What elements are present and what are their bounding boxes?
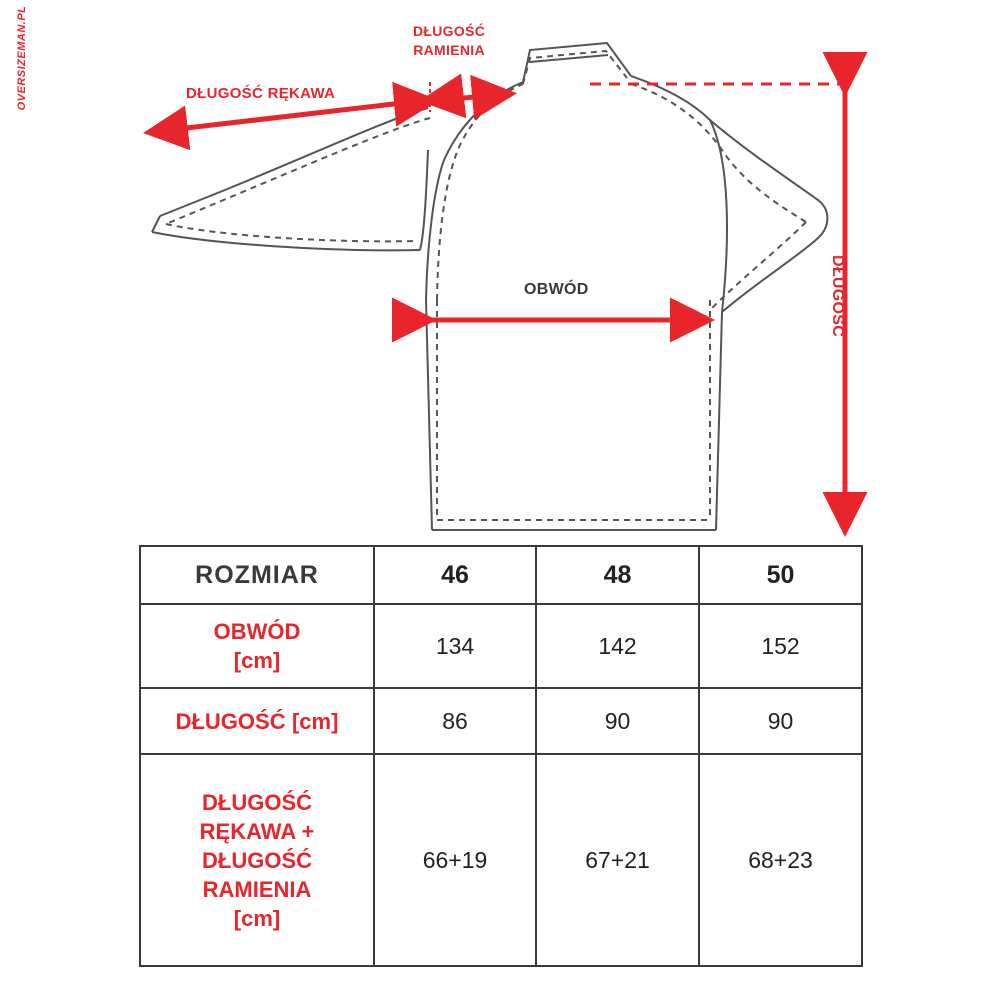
- table-header-row: [140, 546, 862, 604]
- row-unit-sleeve: [cm]: [233, 905, 281, 931]
- table-row-sleeve: [140, 754, 862, 966]
- cell-chest-46: 134: [374, 604, 536, 688]
- header-size-50: 50: [699, 546, 862, 604]
- cell-length-50: 90: [699, 688, 862, 754]
- cell-sleeve-50: 68+23: [699, 754, 862, 966]
- row-label-length: [140, 688, 374, 754]
- garment-outline: [152, 43, 827, 530]
- length-label: DŁUGOŚĆ: [829, 255, 846, 338]
- shoulder-length-label-line2: RAMIENIA: [413, 42, 485, 58]
- shoulder-length-label: [413, 22, 485, 60]
- cell-sleeve-48: 67+21: [536, 754, 699, 966]
- cell-length-48: 90: [536, 688, 699, 754]
- sleeve-length-arrow: [152, 100, 428, 132]
- watermark: OVERSIZEMAN.PL: [16, 5, 28, 111]
- header-size-label: ROZMIAR: [140, 546, 374, 604]
- header-size-46: 46: [374, 546, 536, 604]
- cell-sleeve-46: 66+19: [374, 754, 536, 966]
- row-label-length-text: DŁUGOŚĆ: [175, 708, 286, 734]
- row-label-chest: [140, 604, 374, 688]
- row-unit-chest: [cm]: [233, 648, 281, 673]
- row-label-sleeve: [140, 754, 374, 966]
- row-unit-length: [cm]: [291, 708, 339, 734]
- cell-chest-50: 152: [699, 604, 862, 688]
- row-label-sleeve-text: DŁUGOŚĆ RĘKAWA + DŁUGOŚĆ RAMIENIA: [199, 789, 315, 902]
- cell-length-46: 86: [374, 688, 536, 754]
- cell-chest-48: 142: [536, 604, 699, 688]
- header-size-48: 48: [536, 546, 699, 604]
- shoulder-length-label-line1: DŁUGOŚĆ: [413, 23, 486, 39]
- table-row-length: [140, 688, 862, 754]
- row-label-chest-text: OBWÓD: [213, 619, 301, 644]
- shoulder-length-arrow: [430, 94, 508, 101]
- chest-label: OBWÓD: [524, 281, 589, 298]
- sleeve-length-label: DŁUGOŚĆ RĘKAWA: [186, 85, 336, 102]
- size-table: [139, 545, 863, 967]
- table-row-chest: [140, 604, 862, 688]
